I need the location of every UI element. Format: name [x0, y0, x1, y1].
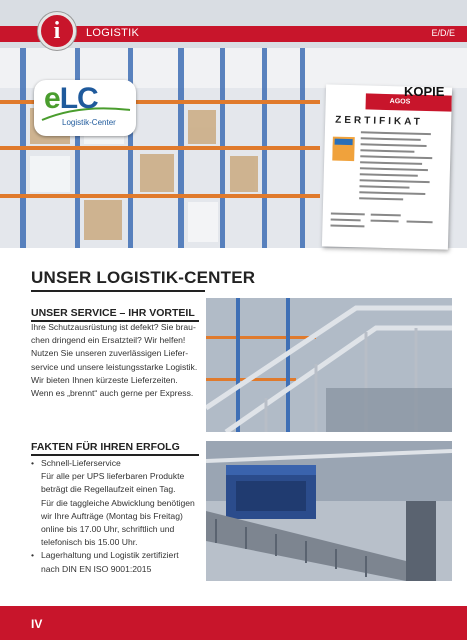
section-title: LOGISTIK	[86, 27, 140, 39]
fact-line: • Lagerhaltung und Logistik zertifiziert	[41, 550, 179, 561]
service-line: Wenn es „brennt“ auch gerne per Express.	[31, 388, 194, 399]
fact-line: telefonisch bis 15.00 Uhr.	[41, 537, 138, 548]
info-badge-icon: i	[38, 12, 76, 50]
logo-subtitle: Logistik-Center	[62, 118, 116, 127]
footer-band	[0, 606, 467, 640]
fact-line: Für die taggleiche Abwicklung benötigen	[41, 497, 195, 508]
language-codes: E/D/E	[431, 28, 455, 38]
page-title: UNSER LOGISTIK-CENTER	[31, 268, 256, 287]
cert-text-lines	[330, 129, 445, 244]
fact-line: Für alle per UPS lieferbaren Produkte	[41, 471, 185, 482]
list-item	[31, 549, 211, 575]
cert-copy-stamp: KOPIE	[404, 84, 445, 99]
list-item	[31, 457, 211, 549]
title-divider	[31, 290, 205, 292]
facts-list	[31, 457, 211, 576]
logo-lc: LC	[59, 82, 98, 115]
elc-logo	[34, 80, 136, 136]
logo-wordmark	[44, 82, 98, 116]
fact-line: beträgt die Regellaufzeit einen Tag.	[41, 484, 176, 495]
service-line: Ihre Schutzausrüstung ist defekt? Sie brau-	[31, 322, 196, 332]
conveyor-photo	[206, 441, 452, 581]
fact-line: online bis 17.00 Uhr, schriftlich und	[41, 524, 175, 535]
cert-issuer: AGOS	[389, 98, 411, 106]
cert-title: ZERTIFIKAT	[335, 114, 423, 128]
logo-e: e	[44, 82, 60, 115]
fact-line: wir Ihre Aufträge (Montag bis Freitag)	[41, 510, 183, 521]
fact-line: • Schnell-Lieferservice	[41, 458, 121, 468]
certificate-image	[322, 84, 452, 249]
service-line: service und unsere leistungsstarke Logistik.	[31, 361, 198, 372]
page-number: IV	[31, 617, 43, 631]
service-paragraph	[31, 321, 207, 400]
service-line: chen dringend ein Ersatzteil? Wir helfen!	[31, 335, 186, 346]
warehouse-stairs-photo	[206, 298, 452, 432]
fact-line: nach DIN EN ISO 9001:2015	[41, 563, 152, 574]
service-heading: UNSER SERVICE – IHR VORTEIL	[31, 307, 195, 319]
service-line: Nutzen Sie unseren zuverlässigen Liefer-	[31, 348, 189, 359]
service-line: Wir bieten Ihnen kürzeste Lieferzeiten.	[31, 374, 178, 385]
facts-divider	[31, 454, 199, 456]
facts-heading: FAKTEN FÜR IHREN ERFOLG	[31, 441, 180, 453]
